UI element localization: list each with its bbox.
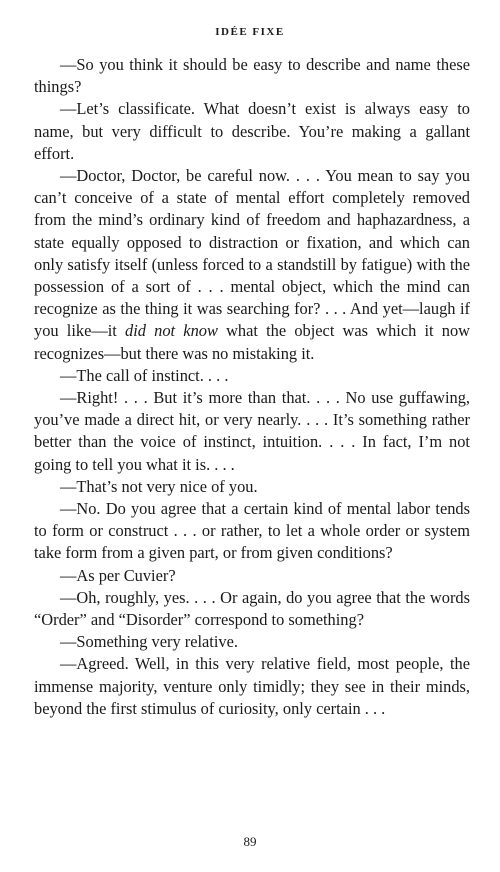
- italic-emphasis: did not know: [125, 321, 218, 341]
- paragraph-text: —Agreed. Well, in this very relative field, most people, the immense majority, venture only timidly; they see in their minds, beyond the first stimulus of curiosity, only certain . . .: [34, 654, 470, 718]
- paragraph-7: [34, 498, 470, 565]
- paragraph-text: what the object was which it now recognizes—but there was no mistaking it.: [34, 321, 470, 363]
- paragraph-text: —So you think it should be easy to describe and name these things?: [34, 55, 470, 97]
- paragraph-3: [34, 165, 470, 365]
- paragraph-5: [34, 387, 470, 476]
- paragraph-11: [34, 653, 470, 720]
- paragraph-text: —Let’s classificate. What doesn’t exist is always easy to name, but very difficult to describe. You’re making a gallant effort.: [34, 99, 470, 163]
- paragraph-text: —No. Do you agree that a certain kind of mental labor tends to form or construct . . . or rather, to let a whole order or system take form from a given part, or from given conditions?: [34, 499, 470, 563]
- paragraph-text: —As per Cuvier?: [60, 565, 176, 585]
- paragraph-text: —That’s not very nice of you.: [60, 476, 258, 496]
- paragraph-6: [34, 476, 470, 498]
- paragraph-8: [34, 565, 470, 587]
- paragraph-2: [34, 98, 470, 165]
- paragraph-text: —The call of instinct. . . .: [60, 365, 229, 385]
- paragraph-4: [34, 365, 470, 387]
- paragraph-1: [34, 54, 470, 98]
- body-text: [34, 54, 470, 720]
- paragraph-9: [34, 587, 470, 631]
- paragraph-text: —Something very relative.: [60, 632, 238, 652]
- paragraph-text: —Oh, roughly, yes. . . . Or again, do you agree that the words “Order” and “Disorder” correspond to something?: [34, 587, 470, 630]
- paragraph-10: [34, 631, 470, 653]
- page-number: 89: [243, 834, 257, 849]
- running-head: IDÉE FIXE: [215, 26, 285, 38]
- paragraph-text: —Right! . . . But it’s more than that. . . . No use guffawing, you’ve made a direct hit, or very nearly. . . . It’s something rather better than the voice of instinct, intuition. . . . In fact, I’m not going to tell you what it is. . . .: [34, 388, 470, 474]
- paragraph-text: —Doctor, Doctor, be careful now. . . . You mean to say you can’t conceive of a state of mental effort completely removed from the mind’s ordinary kind of freedom and haphazardness, a state equally opposed to distraction or fixation, and which can only satisfy itself (unless forced to a standstill by fatigue) with the possession of a sort of . . . mental object, which the mind can recognize as the thing it was searching for? . . . And yet—laugh if you like—it: [34, 166, 470, 341]
